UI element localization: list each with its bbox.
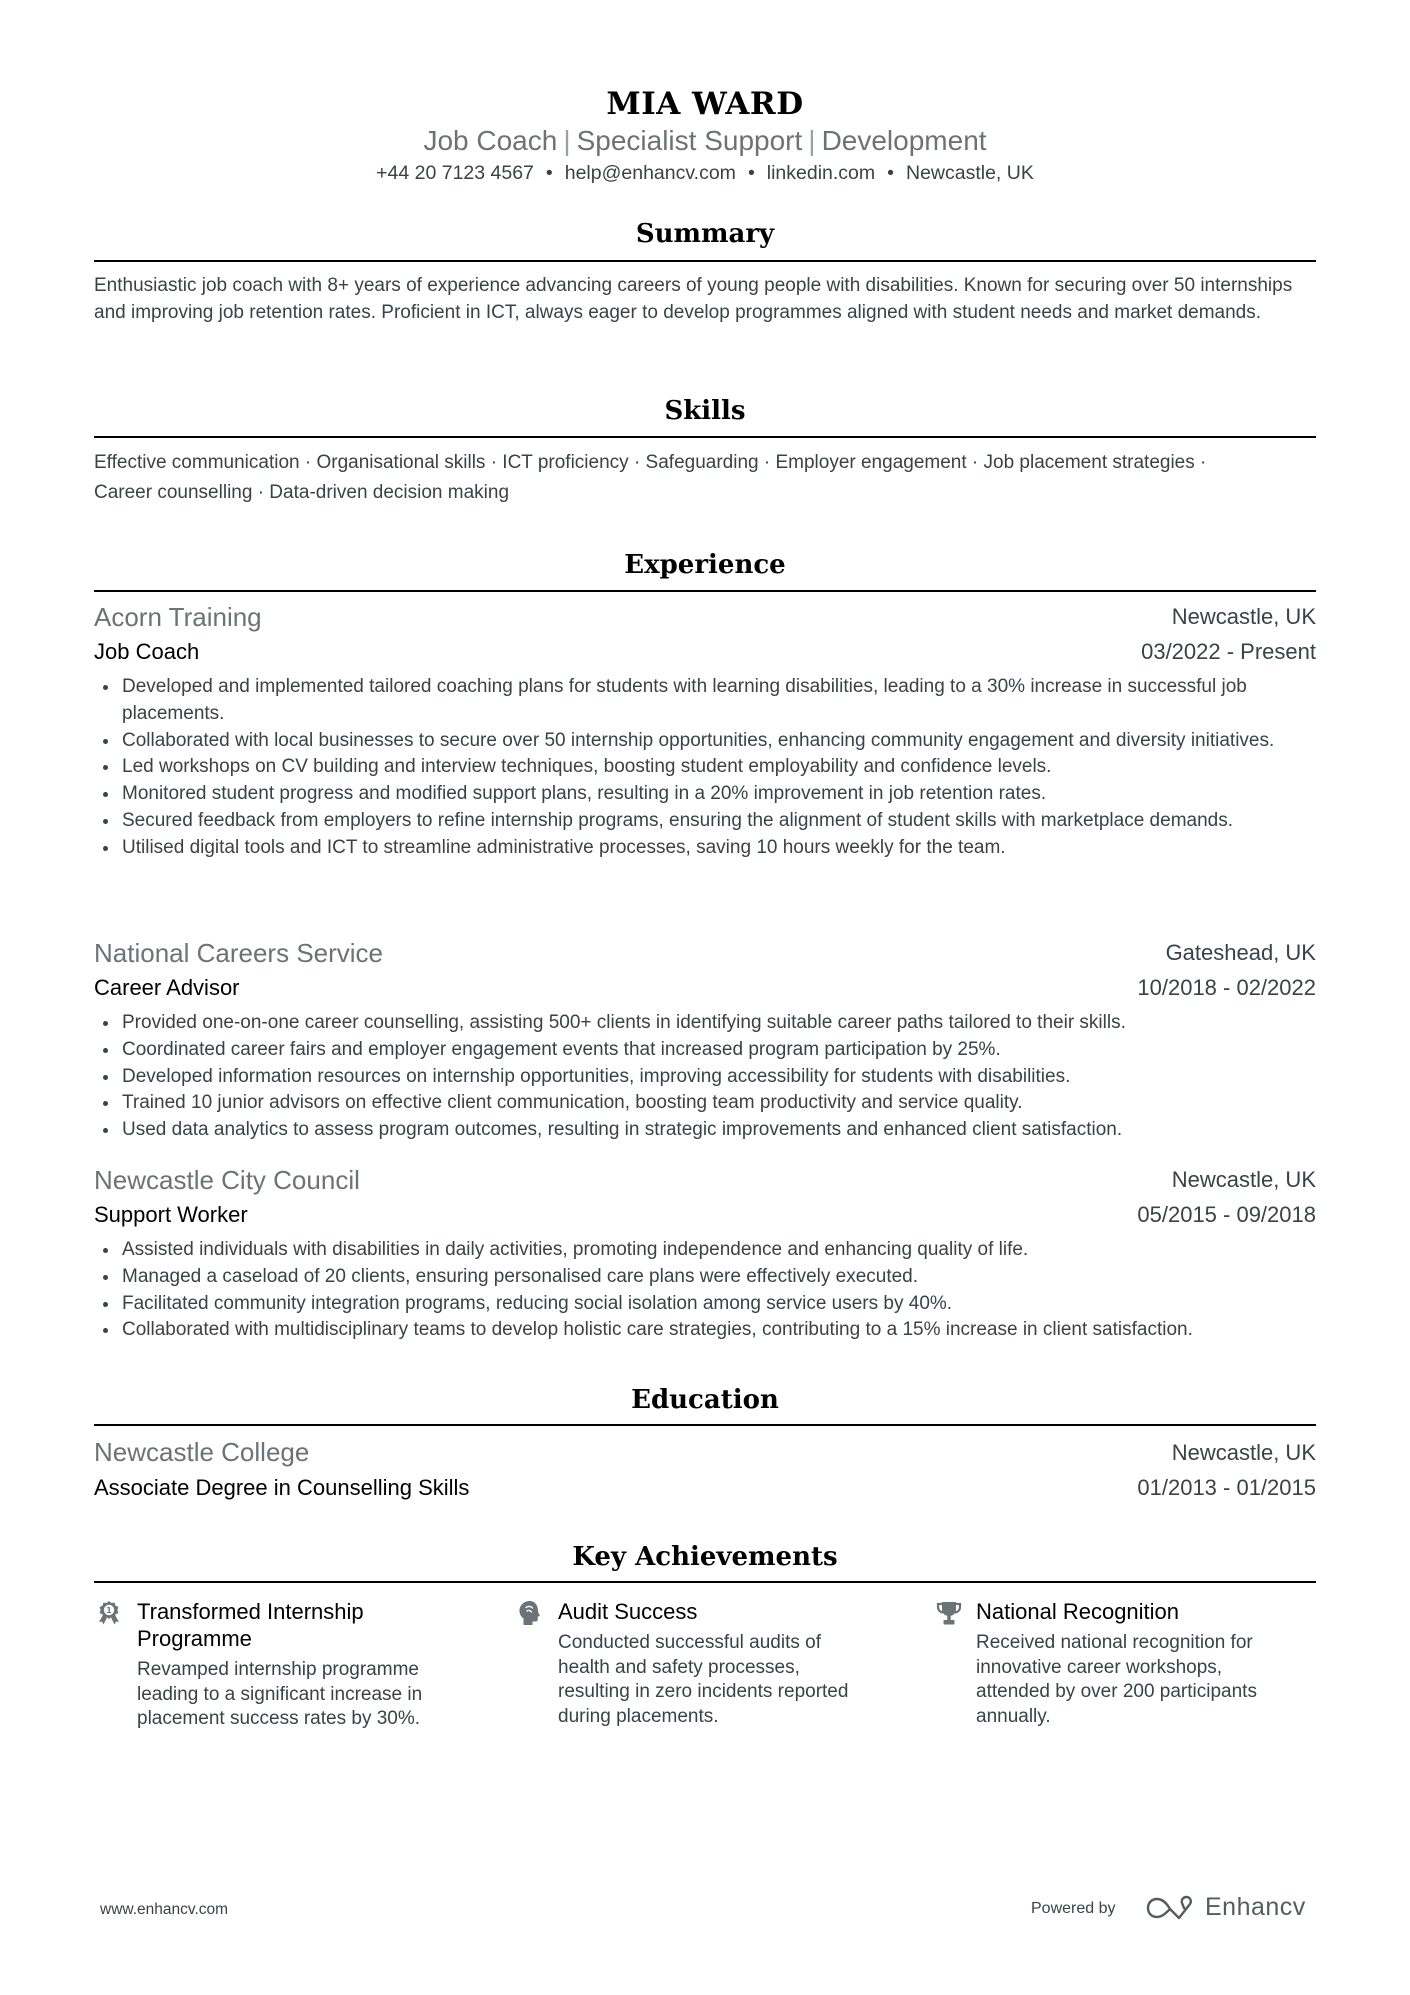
job-location: Newcastle, UK xyxy=(1171,1167,1316,1192)
achievement-description: Received national recognition for innovative career workshops, attended by over 200 participants annually. xyxy=(976,1632,1257,1727)
bullet-item: Monitored student progress and modified support plans, resulting in a 20% improvement in job retention rates. xyxy=(94,781,1324,808)
powered-by-label: Powered by xyxy=(1031,1900,1116,1917)
job-bullets xyxy=(94,1237,1324,1344)
bullet-item: Provided one-on-one career counselling, assisting 500+ clients in identifying suitable career paths tailored to their skills. xyxy=(94,1010,1324,1037)
achievement-description: Revamped internship programme leading to a significant increase in placement success rates by 30%. xyxy=(137,1659,423,1729)
headline-part: Specialist Support xyxy=(576,125,803,156)
headline-separator: | xyxy=(808,125,816,156)
achievement-title: Transformed Internship Programme xyxy=(137,1599,364,1651)
job-role: Support Worker xyxy=(94,1202,248,1227)
school-name: Newcastle College xyxy=(94,1437,310,1467)
trophy-icon xyxy=(936,1600,960,1626)
bullet-item: Used data analytics to assess program outcomes, resulting in strategic improvements and enhanced client satisfaction. xyxy=(94,1117,1324,1144)
section-divider xyxy=(94,436,1316,438)
bullet-item: Managed a caseload of 20 clients, ensuring personalised care plans were effectively executed. xyxy=(94,1264,1324,1291)
job-role: Career Advisor xyxy=(94,975,240,1000)
location: Newcastle, UK xyxy=(905,162,1034,184)
bullet-item: Collaborated with multidisciplinary teams to develop holistic care strategies, contributing to a 15% increase in client satisfaction. xyxy=(94,1317,1324,1344)
section-title-achievements: Key Achievements xyxy=(572,1542,838,1572)
contact-separator: • xyxy=(887,162,894,184)
company-name: Acorn Training xyxy=(94,602,262,632)
contact-separator: • xyxy=(545,162,553,184)
bullet-item: Secured feedback from employers to refine internship programs, ensuring the alignment of student skills with marketplace demands. xyxy=(94,808,1324,835)
section-divider xyxy=(94,590,1316,592)
company-name: Newcastle City Council xyxy=(94,1165,360,1195)
job-dates: 05/2015 - 09/2018 xyxy=(1137,1202,1316,1227)
section-title-education: Education xyxy=(631,1385,779,1415)
section-divider xyxy=(94,1424,1316,1426)
svg-text:1: 1 xyxy=(106,1606,112,1615)
award-ribbon-icon xyxy=(97,1600,121,1626)
enhancv-brand: Enhancv xyxy=(1205,1893,1306,1921)
bullet-item: Led workshops on CV building and interview techniques, boosting student employability and confidence levels. xyxy=(94,754,1324,781)
bullet-item: Developed and implemented tailored coaching plans for students with learning disabilities, leading to a 30% increase in successful job placements. xyxy=(94,674,1324,728)
bullet-item: Facilitated community integration programs, reducing social isolation among service users by 40%. xyxy=(94,1291,1324,1318)
email-link[interactable]: help@enhancv.com xyxy=(564,162,736,184)
section-divider xyxy=(94,260,1316,262)
headline xyxy=(0,125,1410,157)
job-location: Newcastle, UK xyxy=(1171,604,1316,629)
bullet-item: Coordinated career fairs and employer engagement events that increased program participation by 25%. xyxy=(94,1037,1324,1064)
linkedin-link[interactable]: linkedin.com xyxy=(766,162,876,184)
bullet-item: Trained 10 junior advisors on effective client communication, boosting team productivity and service quality. xyxy=(94,1090,1324,1117)
section-title-skills: Skills xyxy=(664,396,746,426)
skills-line: Career counselling · Data-driven decision making xyxy=(94,482,510,503)
brain-head-icon xyxy=(518,1600,542,1626)
bullet-item: Collaborated with local businesses to secure over 50 internship opportunities, enhancing community engagement and diversity initiatives. xyxy=(94,728,1324,755)
company-name: National Careers Service xyxy=(94,938,384,968)
summary-text: Enthusiastic job coach with 8+ years of experience advancing careers of young people with disabilities. Known for securing over 50 internships and improving job retention rates. Proficient in ICT, always eager to develop programmes aligned with student needs and market demands. xyxy=(94,275,1293,323)
bullet-item: Utilised digital tools and ICT to streamline administrative processes, saving 10 hours weekly for the team. xyxy=(94,835,1324,862)
candidate-name: MIA WARD xyxy=(606,86,804,122)
school-location: Newcastle, UK xyxy=(1171,1440,1316,1465)
achievement-title: Audit Success xyxy=(558,1599,698,1624)
headline-part: Job Coach xyxy=(423,125,558,156)
headline-part: Development xyxy=(821,125,987,156)
enhancv-logo-icon xyxy=(1146,1894,1194,1922)
section-title-experience: Experience xyxy=(624,550,786,580)
contact-info xyxy=(0,162,1410,185)
job-dates: 10/2018 - 02/2022 xyxy=(1137,975,1316,1000)
achievement-title: National Recognition xyxy=(976,1599,1180,1624)
education-dates: 01/2013 - 01/2015 xyxy=(1137,1475,1316,1500)
achievement-description: Conducted successful audits of health and safety processes, resulting in zero incidents reported during placements. xyxy=(558,1632,849,1727)
headline-separator: | xyxy=(563,125,571,156)
phone: +44 20 7123 4567 xyxy=(376,162,534,184)
degree: Associate Degree in Counselling Skills xyxy=(94,1475,470,1500)
bullet-item: Assisted individuals with disabilities in daily activities, promoting independence and enhancing quality of life. xyxy=(94,1237,1324,1264)
job-location: Gateshead, UK xyxy=(1165,940,1316,965)
job-dates: 03/2022 - Present xyxy=(1141,639,1316,664)
bullet-item: Developed information resources on internship opportunities, improving accessibility for students with disabilities. xyxy=(94,1064,1324,1091)
job-bullets xyxy=(94,1010,1324,1144)
job-bullets xyxy=(94,674,1324,862)
contact-separator: • xyxy=(747,162,755,184)
section-title-summary: Summary xyxy=(635,219,775,249)
section-divider xyxy=(94,1581,1316,1583)
skills-line: Effective communication · Organisational skills · ICT proficiency · Safeguarding · Employer engagement · Job placement strategies · xyxy=(94,452,1207,473)
website-link[interactable]: www.enhancv.com xyxy=(100,1901,229,1918)
job-role: Job Coach xyxy=(94,639,200,664)
